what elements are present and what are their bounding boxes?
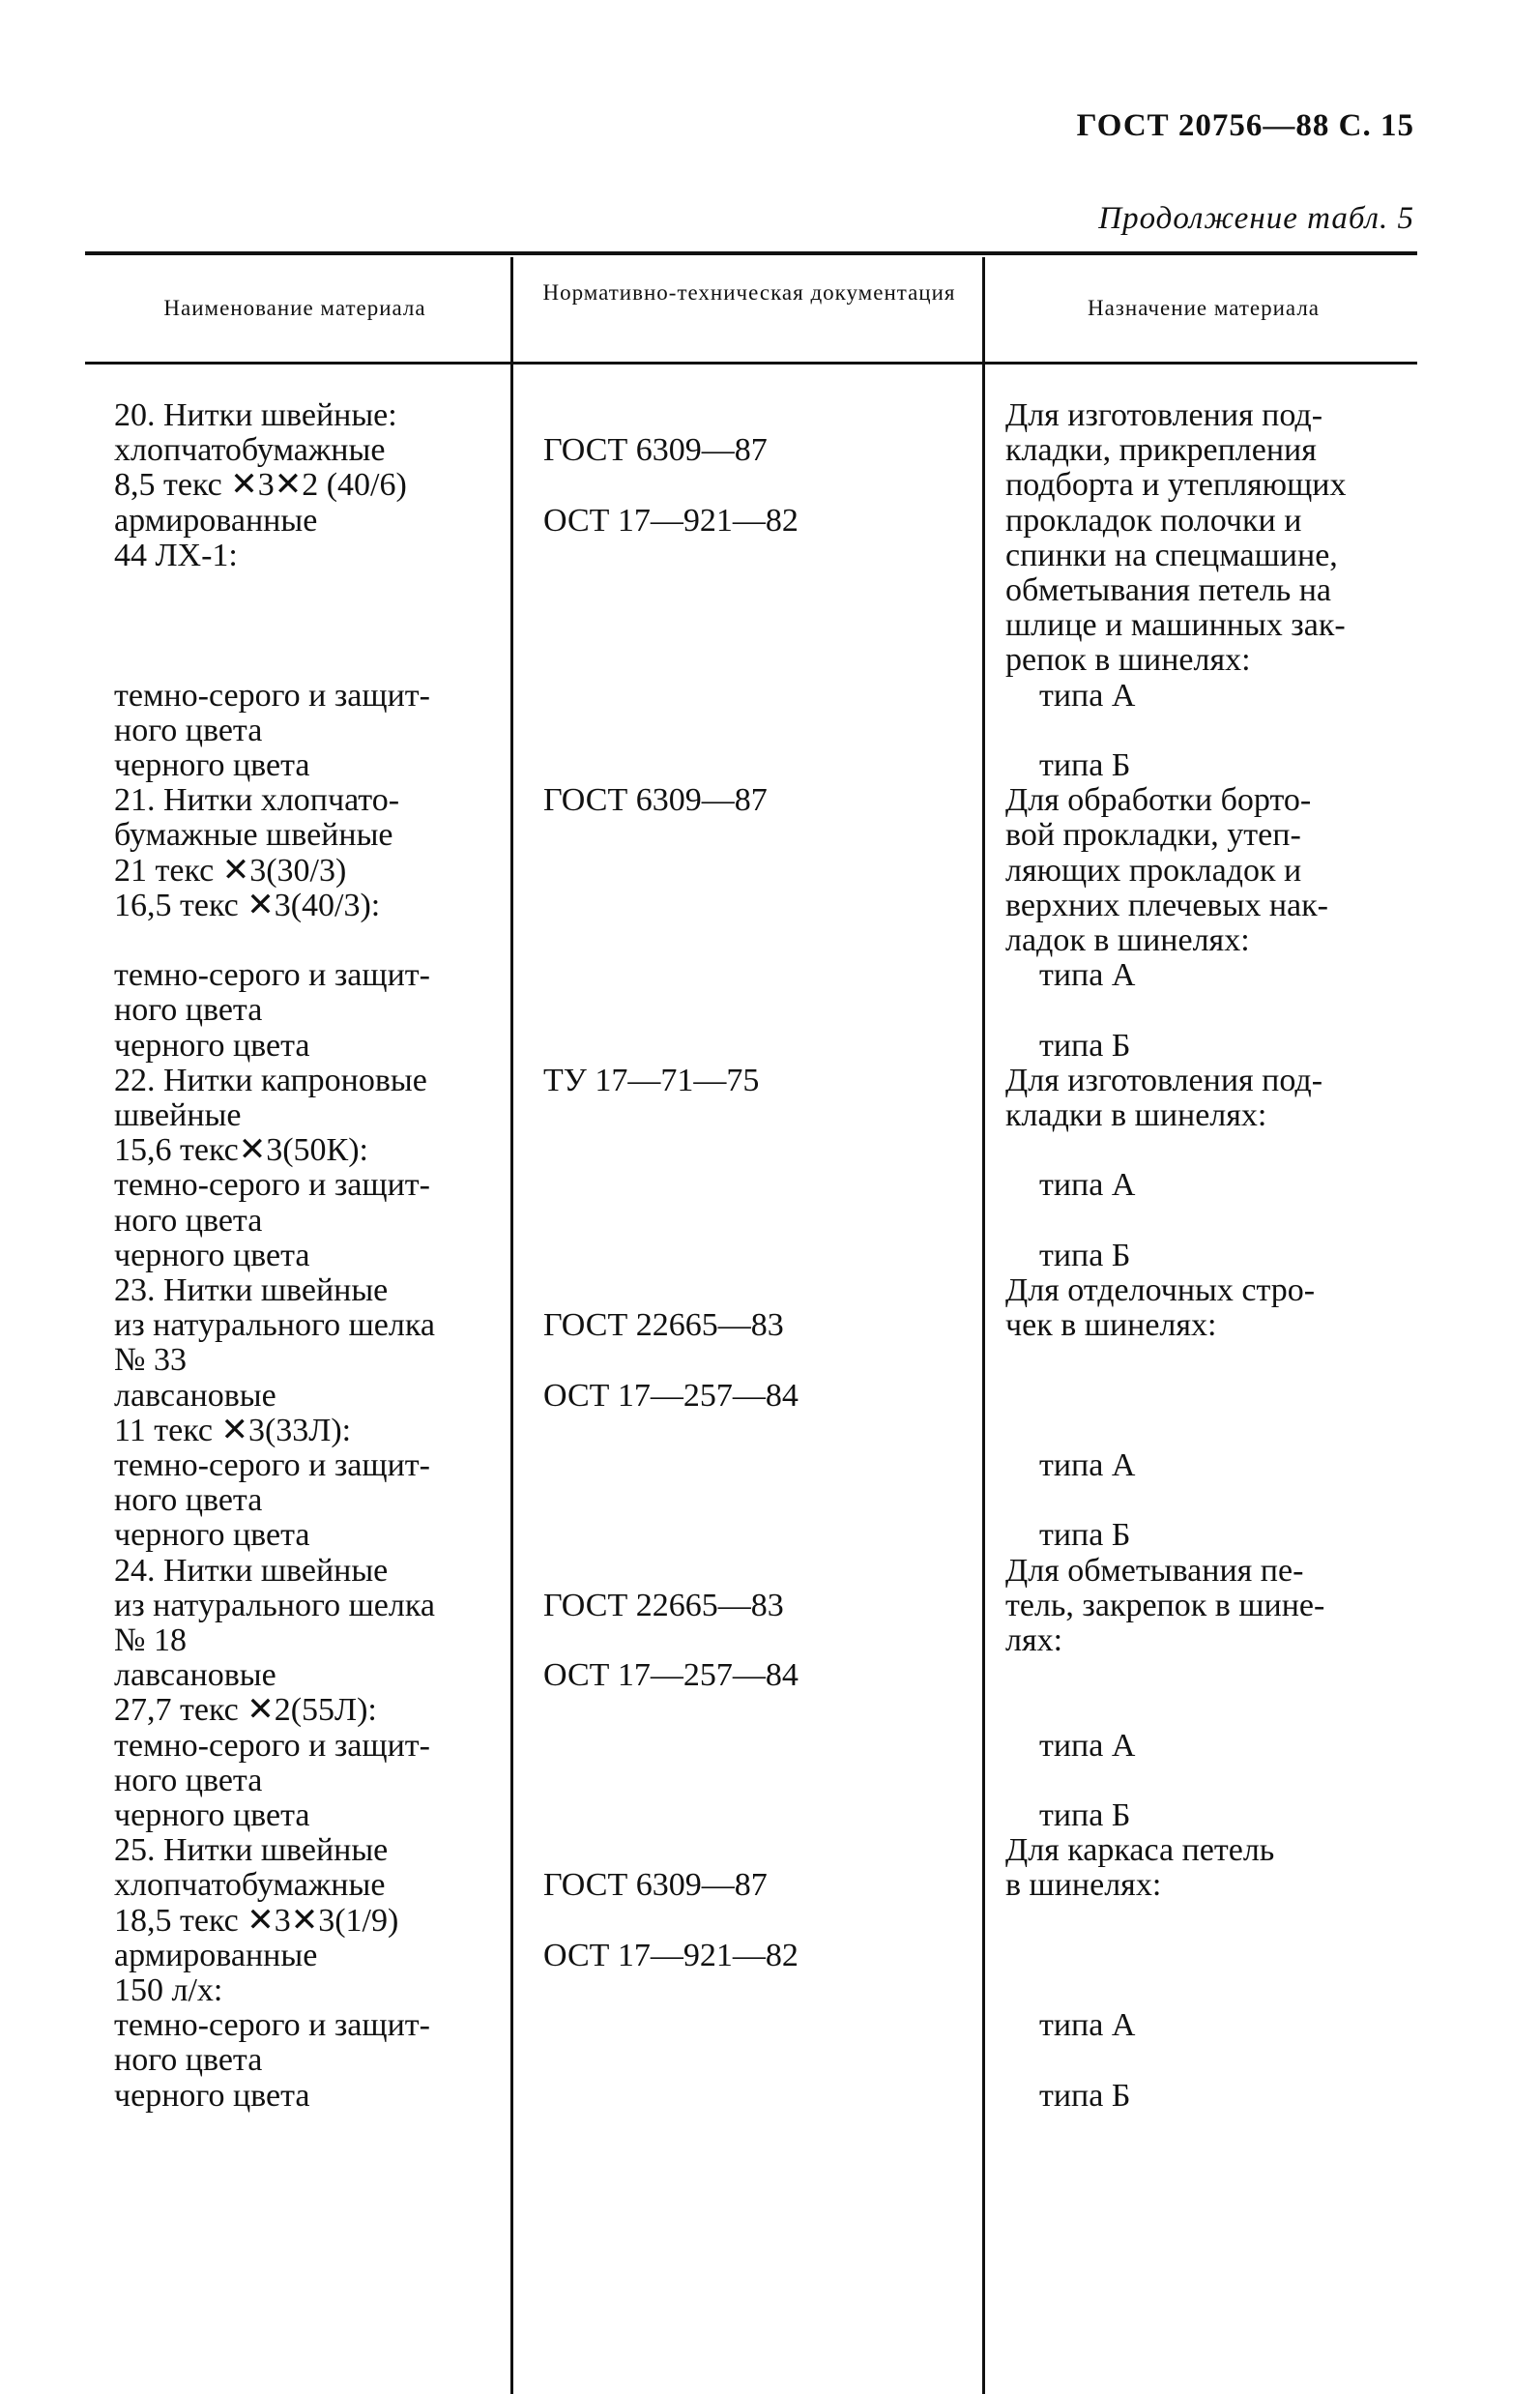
purpose-line: кладки, прикрепления [1005, 432, 1317, 468]
purpose-line: типа Б [1039, 1028, 1131, 1064]
purpose-line: Для изготовления под- [1005, 397, 1323, 433]
material-name-line: ного цвета [114, 2042, 263, 2078]
documentation-line: ГОСТ 22665—83 [543, 1588, 784, 1623]
material-name-line: хлопчатобумажные [114, 1867, 386, 1903]
material-name-line: бумажные швейные [114, 817, 393, 853]
material-name-line: ного цвета [114, 1763, 263, 1798]
material-name-line: черного цвета [114, 747, 310, 783]
documentation-line: ОСТ 17—921—82 [543, 1938, 799, 1973]
material-name-line: 22. Нитки капроновые [114, 1063, 427, 1098]
table-top-rule [85, 251, 1417, 255]
material-name-line: темно-серого и защит- [114, 678, 430, 714]
material-name-line: № 18 [114, 1622, 187, 1658]
material-name-line: № 33 [114, 1342, 187, 1378]
material-name-line: из натурального шелка [114, 1588, 435, 1623]
material-name-line: 11 текс ✕3(33Л): [114, 1413, 352, 1448]
purpose-line: типа Б [1039, 747, 1131, 783]
material-name-line: 15,6 текс✕3(50К): [114, 1132, 368, 1168]
material-name-line: 21. Нитки хлопчато- [114, 782, 400, 818]
purpose-line: Для обметывания пе- [1005, 1553, 1304, 1589]
material-name-line: темно-серого и защит- [114, 1728, 430, 1764]
material-name-line: ного цвета [114, 713, 263, 748]
purpose-line: Для отделочных стро- [1005, 1272, 1316, 1308]
material-name-line: темно-серого и защит- [114, 1447, 430, 1483]
purpose-line: типа Б [1039, 1797, 1131, 1833]
purpose-line: вой прокладки, утеп- [1005, 817, 1301, 853]
purpose-line: подборта и утепляющих [1005, 467, 1347, 503]
material-name-line: темно-серого и защит- [114, 957, 430, 993]
purpose-line: типа А [1039, 1447, 1136, 1483]
purpose-line: шлице и машинных зак- [1005, 607, 1346, 643]
purpose-line: чек в шинелях: [1005, 1307, 1217, 1343]
documentation-line: ОСТ 17—921—82 [543, 503, 799, 539]
document-reference: ГОСТ 20756—88 С. 15 [1076, 108, 1414, 143]
column-header-purpose: Назначение материала [1087, 296, 1321, 320]
material-name-line: черного цвета [114, 1028, 310, 1064]
table-header-rule [85, 362, 1417, 365]
material-name-line: ного цвета [114, 992, 263, 1028]
material-name-line: лавсановые [114, 1378, 276, 1414]
material-name-line: 44 ЛХ-1: [114, 538, 238, 573]
purpose-line: типа А [1039, 678, 1136, 714]
documentation-line: ГОСТ 6309—87 [543, 782, 768, 818]
purpose-line: ладок в шинелях: [1005, 922, 1250, 958]
column-header-doc: Нормативно-техническая документация [542, 280, 956, 305]
material-name-line: 20. Нитки швейные: [114, 397, 397, 433]
documentation-line: ОСТ 17—257—84 [543, 1657, 799, 1693]
purpose-line: прокладок полочки и [1005, 503, 1302, 539]
purpose-line: типа А [1039, 957, 1136, 993]
purpose-line: спинки на спецмашине, [1005, 538, 1338, 573]
material-name-line: черного цвета [114, 2078, 310, 2114]
purpose-line: Для каркаса петель [1005, 1832, 1275, 1868]
documentation-line: ТУ 17—71—75 [543, 1063, 760, 1098]
material-name-line: из натурального шелка [114, 1307, 435, 1343]
purpose-line: лях: [1005, 1622, 1063, 1658]
material-name-line: 21 текс ✕3(30/3) [114, 853, 347, 889]
documentation-line: ГОСТ 6309—87 [543, 1867, 768, 1903]
purpose-line: кладки в шинелях: [1005, 1097, 1267, 1133]
purpose-line: в шинелях: [1005, 1867, 1162, 1903]
purpose-line: типа Б [1039, 1238, 1131, 1273]
column-divider-2 [982, 257, 985, 2394]
material-name-line: темно-серого и защит- [114, 2007, 430, 2043]
purpose-line: Для изготовления под- [1005, 1063, 1323, 1098]
material-name-line: 25. Нитки швейные [114, 1832, 389, 1868]
documentation-line: ОСТ 17—257—84 [543, 1378, 799, 1414]
purpose-line: верхних плечевых нак- [1005, 888, 1328, 923]
material-name-line: черного цвета [114, 1517, 310, 1553]
column-divider-1 [510, 257, 513, 2394]
purpose-line: типа Б [1039, 2078, 1131, 2114]
purpose-line: ляющих прокладок и [1005, 853, 1302, 889]
purpose-line: репок в шинелях: [1005, 642, 1251, 678]
material-name-line: армированные [114, 503, 318, 539]
material-name-line: ного цвета [114, 1203, 263, 1239]
material-name-line: 24. Нитки швейные [114, 1553, 389, 1589]
material-name-line: хлопчатобумажные [114, 432, 386, 468]
column-header-name: Наименование материала [163, 296, 426, 320]
documentation-line: ГОСТ 22665—83 [543, 1307, 784, 1343]
material-name-line: черного цвета [114, 1238, 310, 1273]
purpose-line: Для обработки борто- [1005, 782, 1312, 818]
material-name-line: армированные [114, 1938, 318, 1973]
material-name-line: 150 л/х: [114, 1972, 223, 2008]
material-name-line: ного цвета [114, 1482, 263, 1518]
material-name-line: швейные [114, 1097, 242, 1133]
purpose-line: типа Б [1039, 1517, 1131, 1553]
material-name-line: 18,5 текс ✕3✕3(1/9) [114, 1903, 399, 1939]
material-name-line: лавсановые [114, 1657, 276, 1693]
table-continuation-label: Продолжение табл. 5 [1098, 201, 1414, 236]
purpose-line: типа А [1039, 2007, 1136, 2043]
material-name-line: темно-серого и защит- [114, 1167, 430, 1203]
purpose-line: тель, закрепок в шине- [1005, 1588, 1325, 1623]
material-name-line: 8,5 текс ✕3✕2 (40/6) [114, 467, 407, 503]
purpose-line: типа А [1039, 1728, 1136, 1764]
material-name-line: 27,7 текс ✕2(55Л): [114, 1692, 377, 1728]
material-name-line: черного цвета [114, 1797, 310, 1833]
material-name-line: 16,5 текс ✕3(40/3): [114, 888, 381, 923]
purpose-line: обметывания петель на [1005, 572, 1331, 608]
material-name-line: 23. Нитки швейные [114, 1272, 389, 1308]
purpose-line: типа А [1039, 1167, 1136, 1203]
documentation-line: ГОСТ 6309—87 [543, 432, 768, 468]
